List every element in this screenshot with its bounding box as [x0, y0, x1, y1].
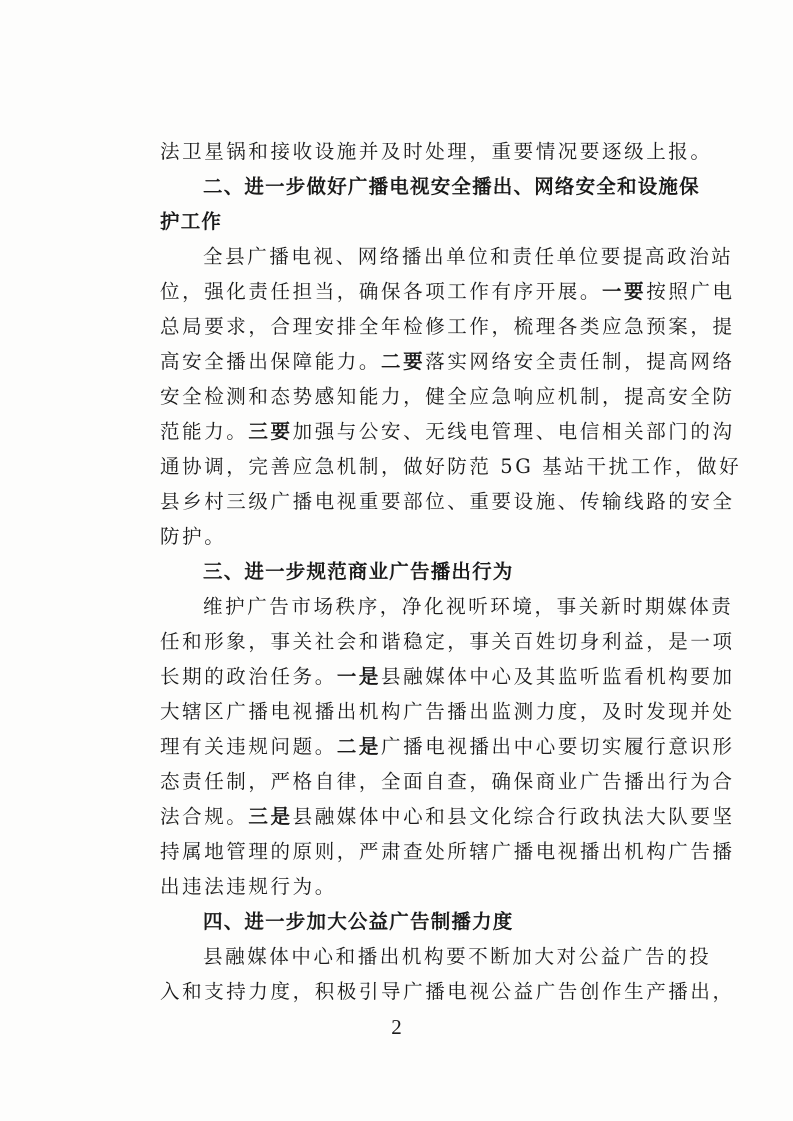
emphasis: 二是	[336, 735, 382, 758]
paragraph-line: 入和支持力度，积极引导广播电视公益广告创作生产播出，	[160, 980, 735, 1003]
paragraph-line: 出违法违规行为。	[160, 875, 337, 898]
emphasis: 一是	[336, 665, 382, 688]
paragraph-line: 任和形象，事关社会和谐稳定，事关百姓切身利益，是一项	[160, 630, 735, 653]
paragraph-line: 理有关违规问题。二是广播电视播出中心要切实履行意识形	[160, 735, 735, 758]
paragraph-line: 范能力。三要加强与公安、无线电管理、电信相关部门的沟	[160, 420, 735, 443]
emphasis: 二要	[381, 350, 426, 373]
emphasis: 一要	[602, 280, 647, 303]
paragraph-line: 维护广告市场秩序，净化视听环境，事关新时期媒体责	[203, 595, 734, 618]
paragraph-line: 大辖区广播电视播出机构广告播出监测力度，及时发现并处	[160, 700, 735, 723]
paragraph-line: 高安全播出保障能力。二要落实网络安全责任制，提高网络	[160, 350, 735, 373]
section-heading-3: 三、进一步规范商业广告播出行为	[203, 560, 514, 583]
paragraph-line: 总局要求，合理安排全年检修工作，梳理各类应急预案，提	[160, 315, 735, 338]
paragraph-line: 防护。	[160, 525, 227, 548]
emphasis: 三要	[248, 420, 293, 443]
section-heading-4: 四、进一步加大公益广告制播力度	[203, 910, 514, 933]
section-heading-2-cont: 护工作	[160, 210, 223, 233]
paragraph-line: 安全检测和态势感知能力，健全应急响应机制，提高安全防	[160, 385, 735, 408]
paragraph-line: 全县广播电视、网络播出单位和责任单位要提高政治站	[203, 245, 734, 268]
emphasis: 三是	[248, 805, 293, 828]
paragraph-line: 位，强化责任担当，确保各项工作有序开展。一要按照广电	[160, 280, 735, 303]
paragraph-line: 法卫星锅和接收设施并及时处理，重要情况要逐级上报。	[160, 140, 713, 163]
paragraph-line: 县乡村三级广播电视重要部位、重要设施、传输线路的安全	[160, 490, 735, 513]
paragraph-line: 通协调，完善应急机制，做好防范 5G 基站干扰工作，做好	[160, 455, 742, 478]
section-heading-2: 二、进一步做好广播电视安全播出、网络安全和设施保	[203, 175, 700, 198]
paragraph-line: 县融媒体中心和播出机构要不断加大对公益广告的投	[203, 945, 712, 968]
paragraph-line: 态责任制，严格自律，全面自查，确保商业广告播出行为合	[160, 770, 735, 793]
paragraph-line: 持属地管理的原则，严肃查处所辖广播电视播出机构广告播	[160, 840, 735, 863]
page-number: 2	[391, 1015, 402, 1039]
paragraph-line: 法合规。三是县融媒体中心和县文化综合行政执法大队要坚	[160, 805, 735, 828]
paragraph-line: 长期的政治任务。一是县融媒体中心及其监听监看机构要加	[160, 665, 735, 688]
